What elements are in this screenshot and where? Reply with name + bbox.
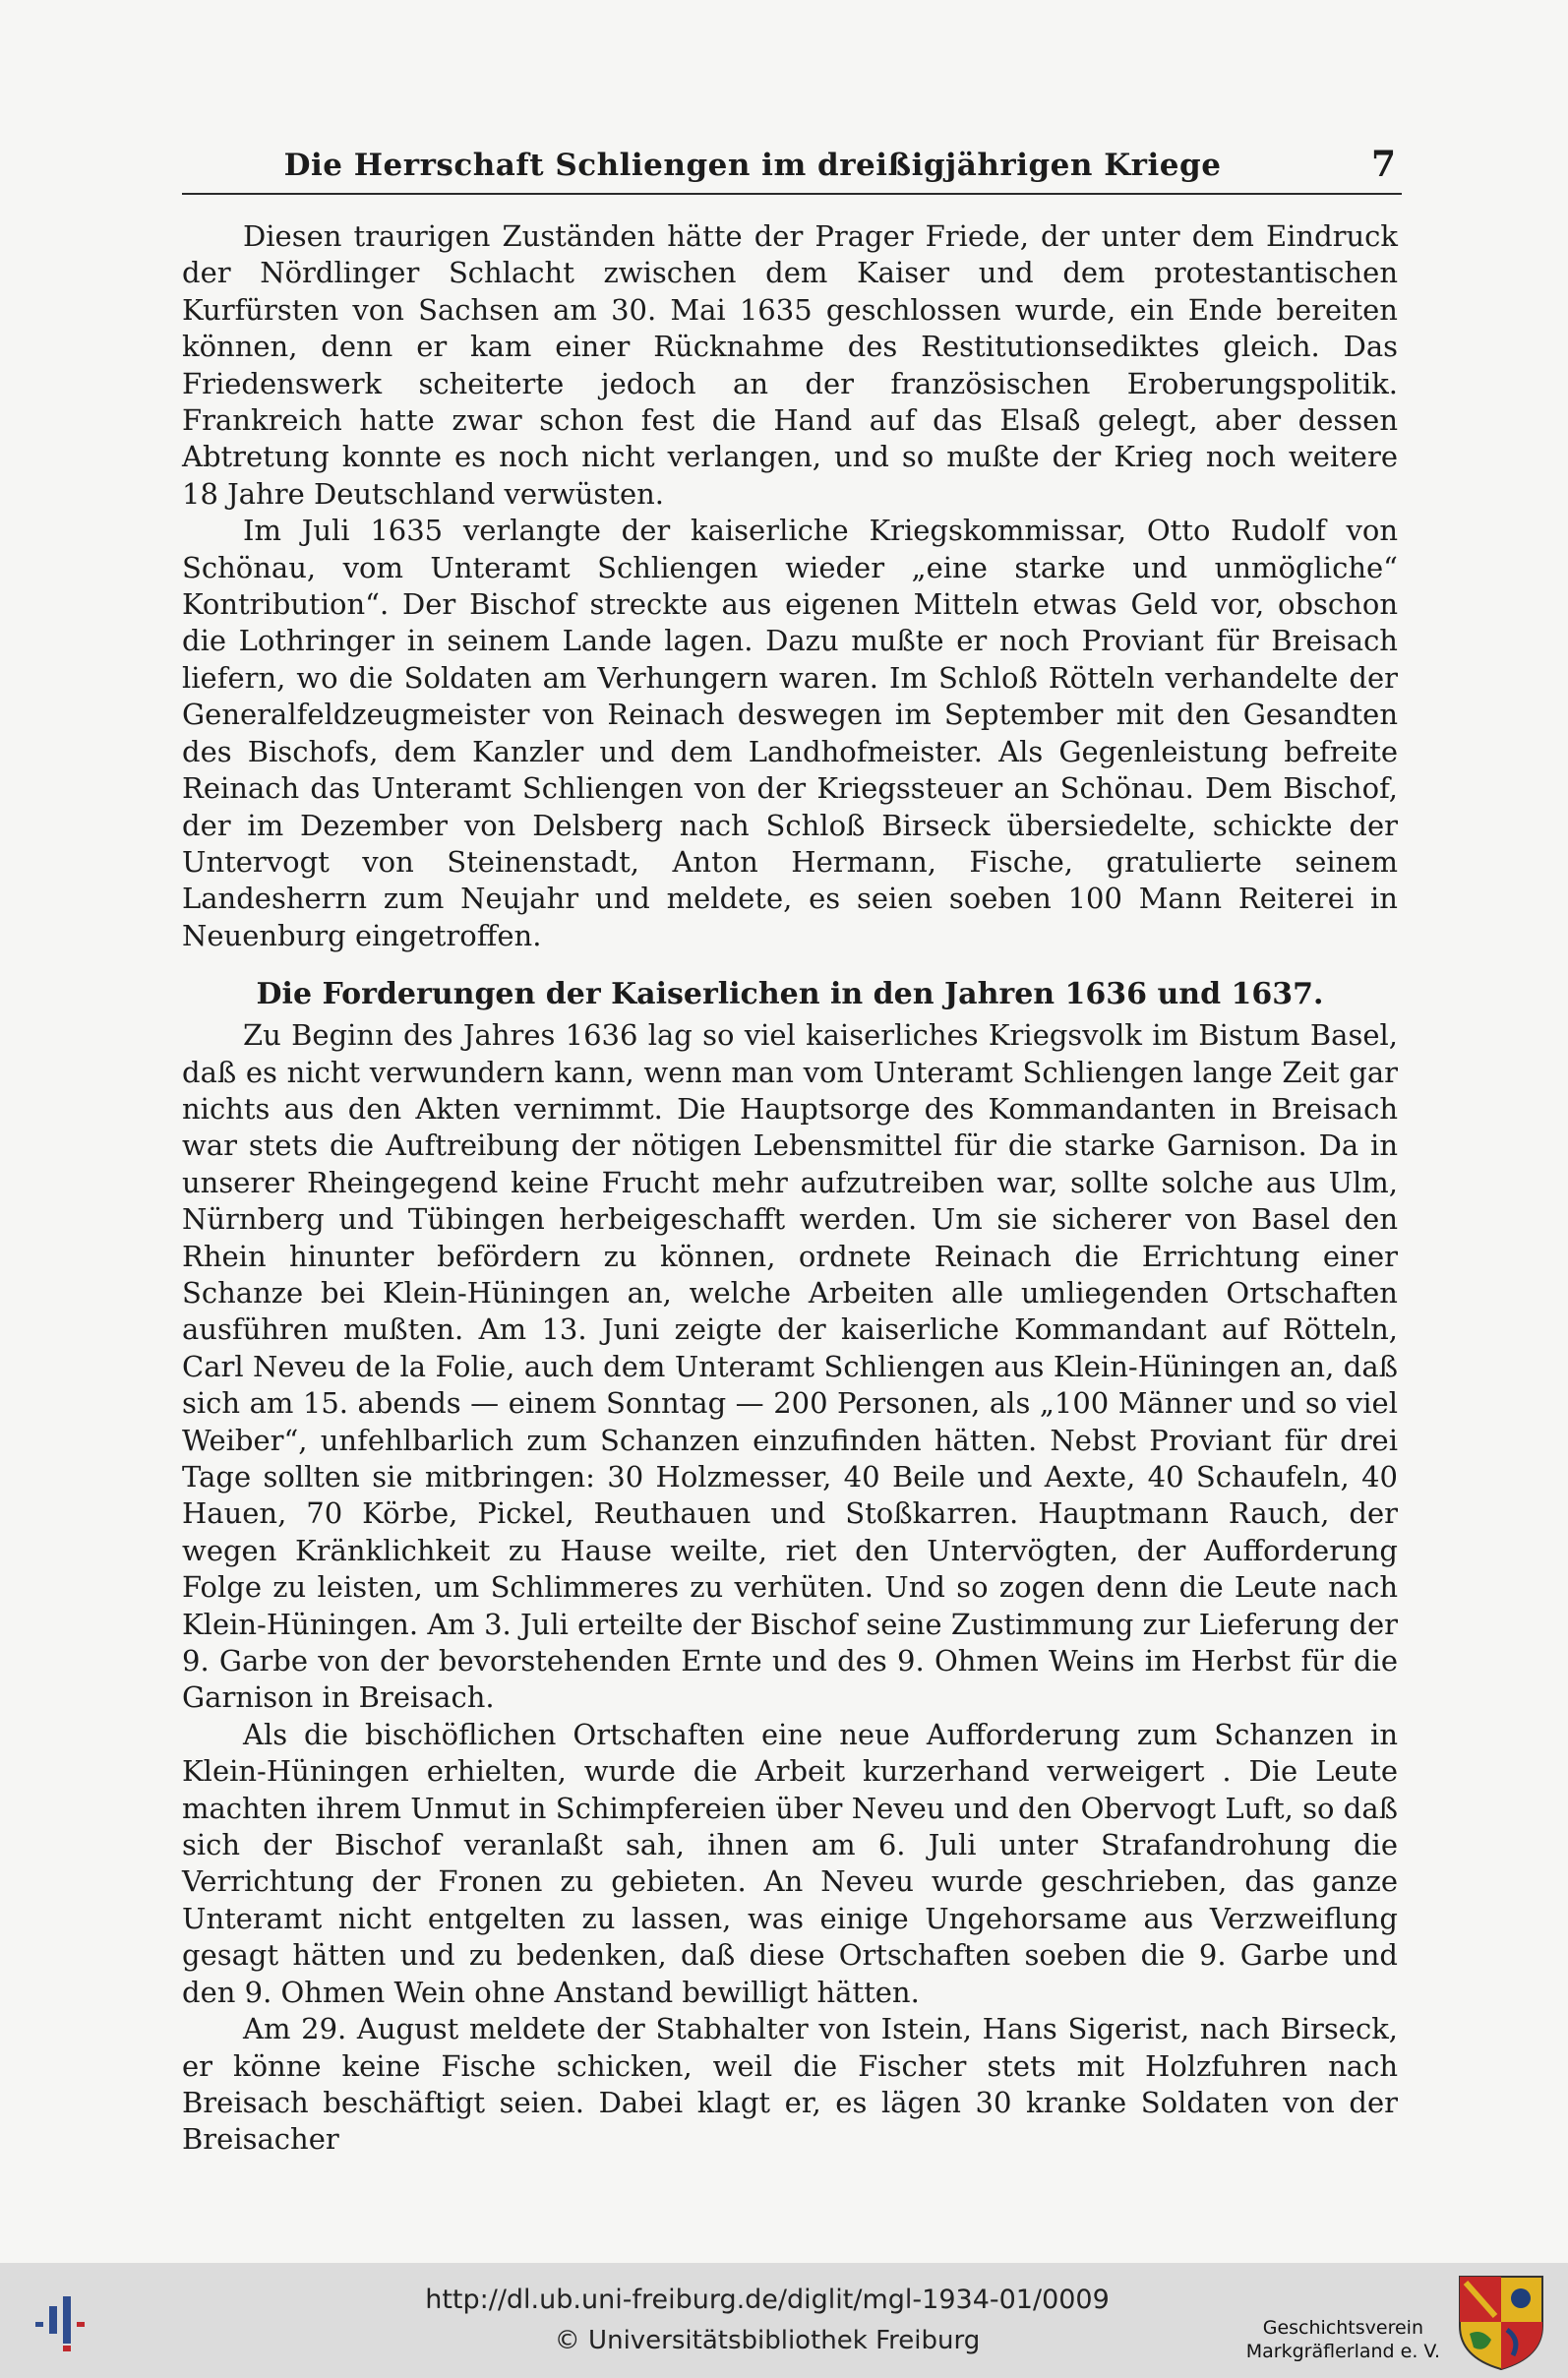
section-heading: Die Forderungen der Kaiserlichen in den Jahren 1636 und 1637. (256, 977, 1324, 1012)
paragraph: Zu Beginn des Jahres 1636 lag so viel kaiserliches Kriegsvolk im Bistum Basel, daß es nicht verwundern kann, wenn man vom Unteramt Schliengen lange Zeit gar nichts aus den Akten vernimmt. Die Hauptsorge des Kommandanten in Breisach war stets die Auftreibung der nötigen Lebensmittel für die starke Garnison. Da in unserer Rheingegend keine Frucht mehr aufzutreiben war, sollte solche aus Ulm, Nürnberg und Tübingen herbeigeschafft werden. Um sie sicherer von Basel den Rhein hinunter befördern zu können, ordnete Reinach die Errichtung einer Schanze bei Klein-Hüningen an, welche Arbeiten alle umliegenden Ortschaften ausführen mußten. Am 13. Juni zeigte der kaiserliche Kommandant auf Rötteln, Carl Neveu de la Folie, auch dem Unteramt Schliengen aus Klein-Hüningen an, daß sich am 15. abends — einem Sonntag — 200 Personen, als „100 Männer und so viel Weiber“, unfehlbarlich zum Schanzen einzufinden hätten. Nebst Proviant für drei Tage sollten sie mitbringen: 30 Holzmesser, 40 Beile und Aexte, 40 Schaufeln, 40 Hauen, 70 Körbe, Pickel, Reuthauen und Stoßkarren. Hauptmann Rauch, der wegen Kränklichkeit zu Hause weilte, riet den Untervögten, der Aufforderung Folge zu leisten, um Schlimmeres zu verhüten. Und so zogen denn die Leute nach Klein-Hüningen. Am 3. Juli erteilte der Bischof seine Zustimmung zur Lieferung der 9. Garbe von der bevorstehenden Ernte und des 9. Ohmen Weins im Herbst für die Garnison in Breisach. (182, 1018, 1398, 1715)
header-title: Die Herrschaft Schliengen im dreißigjährigen Kriege (283, 148, 1222, 183)
paragraph: Als die bischöflichen Ortschaften eine neue Aufforderung zum Schanzen in Klein-Hüningen erhielten, wurde die Arbeit kurzerhand verweigert . Die Leute machten ihrem Unmut in Schimpfereien über Neveu und den Obervogt Luft, so daß sich der Bischof veranlaßt sah, ihnen am 6. Juli unter Strafandrohung die Verrichtung der Fronen zu gebieten. An Neveu wurde geschrieben, das ganze Unteramt nicht entgelten zu lassen, was einige Ungehorsame aus Verzweiflung gesagt hätten und zu bedenken, daß diese Ortschaften soeben die 9. Garbe und den 9. Ohmen Wein ohne Anstand bewilligt hätten. (182, 1717, 1398, 2009)
publisher-line-2: Markgräflerland e. V. (1245, 2341, 1440, 2362)
copyright-notice: © Universitätsbibliothek Freiburg (554, 2326, 981, 2355)
page-number: 7 (1370, 144, 1396, 185)
ub-freiburg-logo-icon[interactable] (28, 2292, 96, 2353)
body-text (182, 218, 1398, 2159)
paragraph: Im Juli 1635 verlangte der kaiserliche Kriegskommissar, Otto Rudolf von Schönau, vom Unteramt Schliengen wieder „eine starke und unmögliche“ Kontribution“. Der Bischof streckte aus eigenen Mitteln etwas Geld vor, obschon die Lothringer in seinem Lande lagen. Dazu mußte er noch Proviant für Breisach liefern, wo die Soldaten am Verhungern waren. Im Schloß Rötteln verhandelte der Generalfeldzeugmeister von Reinach deswegen im September mit den Gesandten des Bischofs, dem Kanzler und dem Landhofmeister. Als Gegenleistung befreite Reinach das Unteramt Schliengen von der Kriegssteuer an Schönau. Dem Bischof, der im Dezember von Delsberg nach Schloß Birseck übersiedelte, schickte der Untervogt von Steinenstadt, Anton Hermann, Fische, gratulierte seinem Landesherrn zum Neujahr und meldete, es seien soeben 100 Mann Reiterei in Neuenburg eingetroffen. (182, 514, 1398, 952)
publisher-line-1: Geschichtsverein (1262, 2317, 1423, 2339)
footer-bar (0, 2263, 1568, 2378)
paragraph: Am 29. August meldete der Stabhalter von Istein, Hans Sigerist, nach Birseck, er könne keine Fische schicken, weil die Fischer stets mit Holzfuhren nach Breisach beschäftigt seien. Dabei klagt er, es lägen 30 kranke Soldaten von der Breisacher (182, 2012, 1398, 2157)
source-url-link[interactable]: http://dl.ub.uni-freiburg.de/diglit/mgl-1934-01/0009 (425, 2285, 1110, 2315)
running-header (182, 140, 1402, 195)
publisher-name (1246, 2316, 1440, 2363)
coat-of-arms-icon (1452, 2271, 1550, 2373)
paragraph: Diesen traurigen Zuständen hätte der Prager Friede, der unter dem Eindruck der Nördlinger Schlacht zwischen dem Kaiser und dem protestantischen Kurfürsten von Sachsen am 30. Mai 1635 geschlossen wurde, ein Ende bereiten können, denn er kam einer Rücknahme des Restitutionsediktes gleich. Das Friedenswerk scheiterte jedoch an der französischen Eroberungspolitik. Frankreich hatte zwar schon fest die Hand auf das Elsaß gelegt, aber dessen Abtretung konnte es noch nicht verlangen, und so mußte der Krieg noch weitere 18 Jahre Deutschland verwüsten. (182, 219, 1398, 511)
